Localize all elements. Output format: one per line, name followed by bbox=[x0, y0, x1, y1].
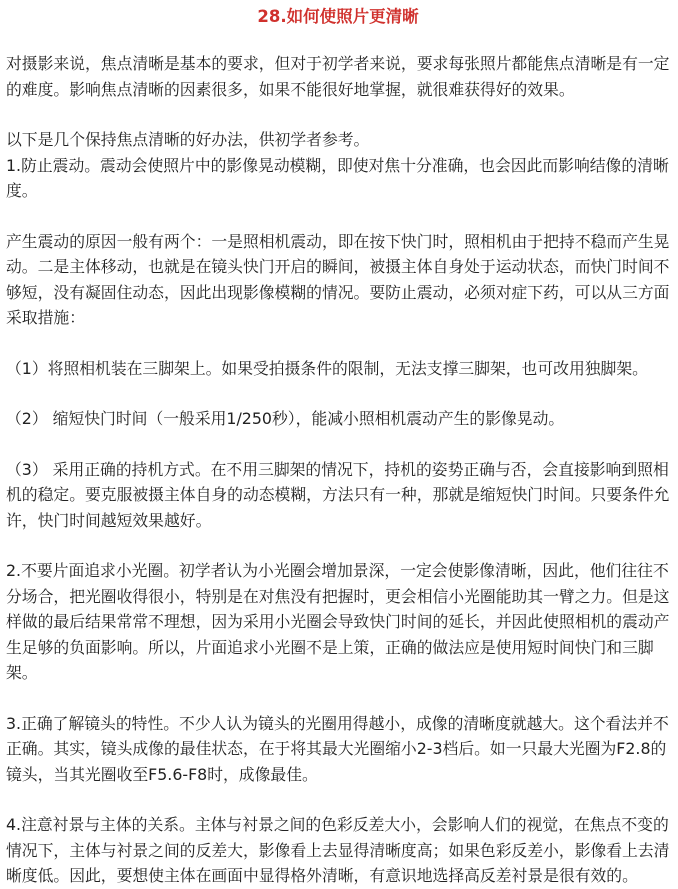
paragraph-measure-3: （3） 采用正确的持机方式。在不用三脚架的情况下，持机的姿势正确与否，会直接影响到照相机的稳定。要克服被摄主体自身的动态模糊，方法只有一种，那就是缩短快门时间。只要条件允许，快门时间越短效果越好。 bbox=[6, 459, 670, 530]
paragraph-tip-3: 3.正确了解镜头的特性。不少人认为镜头的光圈用得越小，成像的清晰度就越大。这个看法并不正确。其实，镜头成像的最佳状态，在于将其最大光圈缩小2-3档后。如一只最大光圈为F2.8的镜头，当其光圈收至F5.6-F8时，成像最佳。 bbox=[6, 713, 669, 784]
paragraph-spacer bbox=[6, 204, 670, 229]
paragraph-intro: 对摄影来说，焦点清晰是基本的要求，但对于初学者来说，要求每张照片都能焦点清晰是有一定的难度。影响焦点清晰的因素很多，如果不能很好地掌握，就很难获得好的效果。 bbox=[6, 54, 670, 99]
paragraph-spacer bbox=[6, 787, 670, 812]
paragraph-tip-4: 4.注意衬景与主体的关系。主体与衬景之间的色彩反差大小，会影响人们的视觉，在焦点不变的情况下，主体与衬景之间的反差大，影像看上去显得清晰度高；如果色彩反差小，影像看上去清晰度低。因此，要想使主体在画面中显得格外清晰，有意识地选择高反差衬景是很有效的。 bbox=[6, 815, 670, 885]
article-body bbox=[6, 51, 670, 889]
article-title: 28.如何使照片更清晰 bbox=[257, 7, 419, 26]
paragraph-tip-1: 1.防止震动。震动会使照片中的影像晃动模糊，即使对焦十分准确，也会因此而影响结像的清晰度。 bbox=[6, 155, 669, 200]
paragraph-spacer bbox=[6, 686, 670, 711]
paragraph-tip-2: 2.不要片面追求小光圈。初学者认为小光圈会增加景深，一定会使影像清晰，因此，他们往往不分场合，把光圈收得很小，特别是在对焦没有把握时，更会相信小光圈能助其一臂之力。但是这样做的最后结果常常不理想，因为采用小光圈会导致快门时间的延长，并因此使照相机的震动产生足够的负面影响。所以，片面追求小光圈不是上策，正确的做法应是使用短时间快门和三脚架。 bbox=[6, 561, 670, 682]
paragraph-measure-1: （1）将照相机装在三脚架上。如果受拍摄条件的限制，无法支撑三脚架，也可改用独脚架。 bbox=[6, 358, 648, 378]
paragraph-measure-2: （2） 缩短快门时间（一般采用1/250秒），能减小照相机震动产生的影像晃动。 bbox=[6, 409, 565, 428]
paragraph-spacer bbox=[6, 381, 670, 406]
paragraph-tips-intro: 以下是几个保持焦点清晰的好办法，供初学者参考。 bbox=[6, 130, 370, 149]
paragraph-spacer bbox=[6, 533, 670, 558]
paragraph-spacer bbox=[6, 331, 670, 356]
paragraph-spacer bbox=[6, 432, 670, 457]
paragraph-spacer bbox=[6, 102, 670, 127]
paragraph-vibration-causes: 产生震动的原因一般有两个：一是照相机震动，即在按下快门时，照相机由于把持不稳而产生晃动。二是主体移动，也就是在镜头快门开启的瞬间，被摄主体自身处于运动状态，而快门时间不够短，没有凝固住动态，因此出现影像模糊的情况。要防止震动，必须对症下药，可以从三方面采取措施： bbox=[6, 231, 670, 327]
